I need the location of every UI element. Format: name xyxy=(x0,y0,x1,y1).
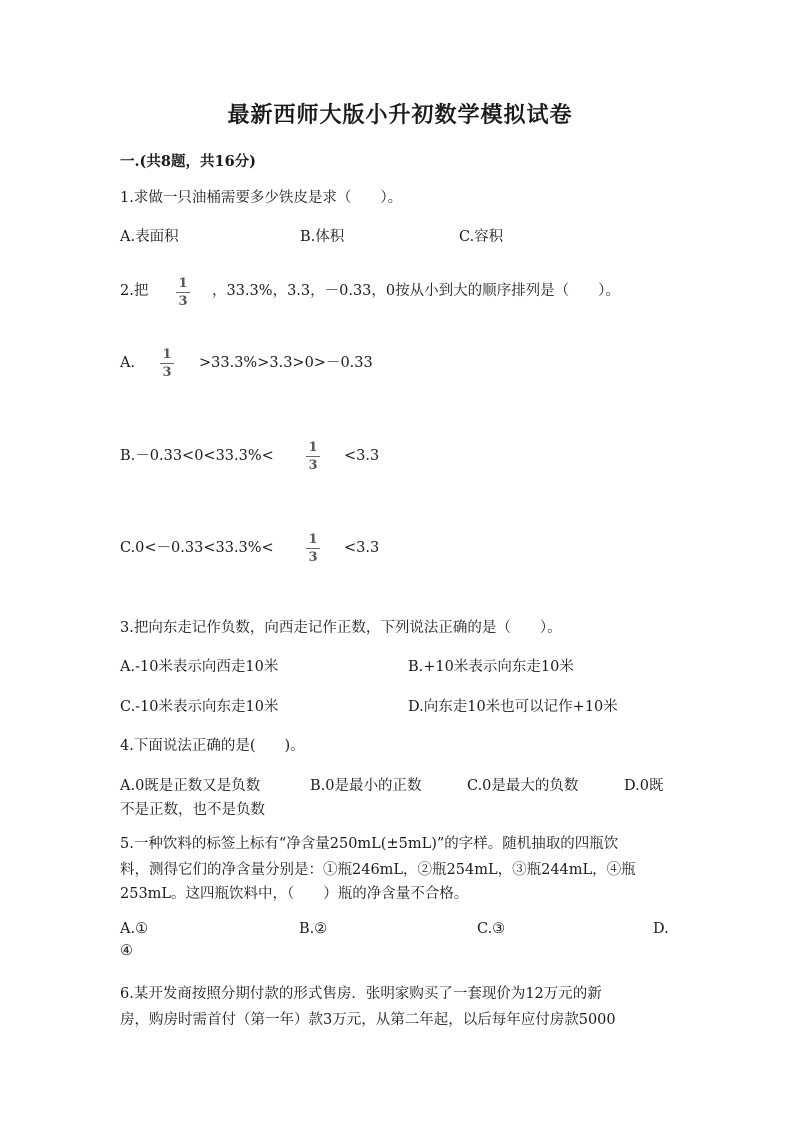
fraction-one-third xyxy=(176,276,190,309)
section-heading: 一.(共8题，共16分) xyxy=(120,153,257,170)
question-5-option-a: A.① xyxy=(120,921,149,937)
question-3-option-c: C.-10米表示向东走10米 xyxy=(120,699,279,715)
fraction-denominator: 3 xyxy=(162,365,172,380)
question-4-option-b: B.0是最小的正数 xyxy=(310,778,422,794)
question-3-stem: 3.把向东走记作负数，向西走记作正数，下列说法正确的是（ ）。 xyxy=(120,620,562,636)
fraction-numerator: 1 xyxy=(178,276,188,291)
fraction-bar xyxy=(176,292,190,293)
fraction-numerator: 1 xyxy=(308,532,318,547)
question-5-stem-line-1: 5.一种饮料的标签上标有“净含量250mL(±5mL)”的字样。随机抽取的四瓶饮 xyxy=(120,836,619,852)
question-5-option-d: D. xyxy=(653,921,669,937)
question-2-stem-suffix: ，33.3%，3.3，－0.33，0按从小到大的顺序排列是（ ）。 xyxy=(212,283,620,299)
fraction-one-third xyxy=(160,347,174,380)
question-1-option-c: C.容积 xyxy=(459,229,504,245)
fraction-denominator: 3 xyxy=(308,458,318,473)
question-3-option-b: B.+10米表示向东走10米 xyxy=(408,659,574,675)
question-2-option-b-end: <3.3 xyxy=(344,448,380,464)
page-title: 最新西师大版小升初数学模拟试卷 xyxy=(227,102,573,128)
fraction-bar xyxy=(306,548,320,549)
question-6-stem-line-1: 6.某开发商按照分期付款的形式售房．张明家购买了一套现价为12万元的新 xyxy=(120,986,602,1002)
question-5-stem-line-3: 253mL。这四瓶饮料中，（ ）瓶的净含量不合格。 xyxy=(120,886,469,902)
fraction-numerator: 1 xyxy=(162,347,172,362)
fraction-bar xyxy=(160,363,174,364)
question-3-option-d: D.向东走10米也可以记作+10米 xyxy=(408,699,618,715)
question-1-option-a: A.表面积 xyxy=(120,229,179,245)
fraction-numerator: 1 xyxy=(308,440,318,455)
fraction-bar xyxy=(306,456,320,457)
fraction-denominator: 3 xyxy=(178,294,188,309)
question-6-stem-line-2: 房，购房时需首付（第一年）款3万元，从第二年起，以后每年应付房款5000 xyxy=(120,1012,616,1028)
question-2-option-b-text: B.－0.33<0<33.3%< xyxy=(120,448,274,464)
question-2-stem-prefix: 2.把 xyxy=(120,283,149,299)
question-1-option-b: B.体积 xyxy=(300,229,345,245)
question-2-option-c-text: C.0<－0.33<33.3%< xyxy=(120,540,274,556)
question-2-option-a-label: A. xyxy=(120,355,136,371)
fraction-one-third xyxy=(306,532,320,565)
question-2-option-c-end: <3.3 xyxy=(344,540,380,556)
question-2-option-a-text: >33.3%>3.3>0>－0.33 xyxy=(199,355,373,371)
question-4-option-a: A.0既是正数又是负数 xyxy=(120,778,261,794)
question-4-option-d: D.0既 xyxy=(624,778,664,794)
question-4-stem: 4.下面说法正确的是( )。 xyxy=(120,738,305,754)
question-1-stem: 1.求做一只油桶需要多少铁皮是求（ ）。 xyxy=(120,190,403,206)
question-5-stem-line-2: 料，测得它们的净含量分别是：①瓶246mL，②瓶254mL，③瓶244mL，④瓶 xyxy=(120,862,636,878)
question-3-option-a: A.-10米表示向西走10米 xyxy=(120,659,279,675)
question-4-option-d-continued: 不是正数，也不是负数 xyxy=(120,802,265,818)
question-5-option-c: C.③ xyxy=(477,921,506,937)
question-5-option-d-continued: ④ xyxy=(120,943,133,959)
question-5-option-b: B.② xyxy=(299,921,328,937)
fraction-denominator: 3 xyxy=(308,550,318,565)
fraction-one-third xyxy=(306,440,320,473)
question-4-option-c: C.0是最大的负数 xyxy=(467,778,579,794)
